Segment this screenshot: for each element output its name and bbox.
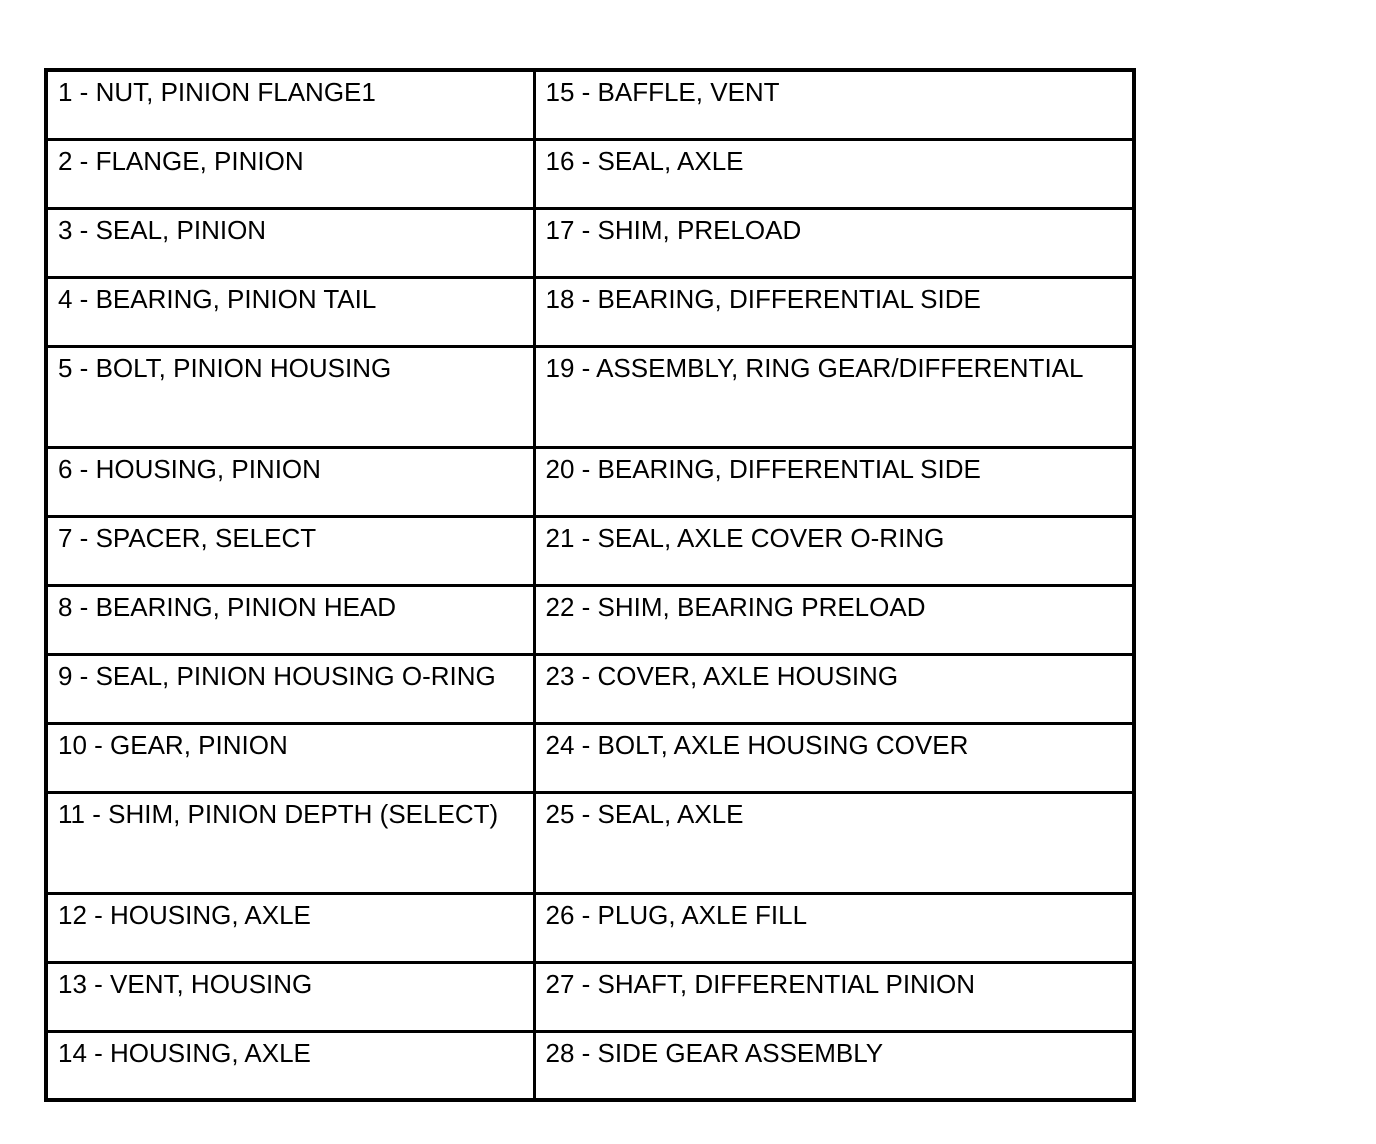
table-row [46,346,1134,447]
part-cell-left: 10 - GEAR, PINION [46,723,534,792]
part-cell-right: 25 - SEAL, AXLE [534,792,1134,893]
table-row [46,139,1134,208]
table-row [46,792,1134,893]
part-cell-right: 19 - ASSEMBLY, RING GEAR/DIFFERENTIAL [534,346,1134,447]
part-cell-right: 21 - SEAL, AXLE COVER O-RING [534,516,1134,585]
part-cell-left: 7 - SPACER, SELECT [46,516,534,585]
table-row [46,962,1134,1031]
part-cell-left: 13 - VENT, HOUSING [46,962,534,1031]
part-cell-right: 23 - COVER, AXLE HOUSING [534,654,1134,723]
part-cell-left: 1 - NUT, PINION FLANGE1 [46,70,534,139]
part-cell-left: 5 - BOLT, PINION HOUSING [46,346,534,447]
table-row [46,277,1134,346]
part-cell-right: 18 - BEARING, DIFFERENTIAL SIDE [534,277,1134,346]
table-row [46,1031,1134,1100]
part-cell-left: 6 - HOUSING, PINION [46,447,534,516]
part-cell-left: 11 - SHIM, PINION DEPTH (SELECT) [46,792,534,893]
part-cell-left: 14 - HOUSING, AXLE [46,1031,534,1100]
part-cell-right: 15 - BAFFLE, VENT [534,70,1134,139]
parts-legend-table [44,68,1136,1102]
part-cell-right: 27 - SHAFT, DIFFERENTIAL PINION [534,962,1134,1031]
part-cell-left: 9 - SEAL, PINION HOUSING O-RING [46,654,534,723]
part-cell-left: 2 - FLANGE, PINION [46,139,534,208]
parts-legend-body [46,70,1134,1100]
part-cell-left: 12 - HOUSING, AXLE [46,893,534,962]
part-cell-right: 20 - BEARING, DIFFERENTIAL SIDE [534,447,1134,516]
table-row [46,208,1134,277]
part-cell-right: 17 - SHIM, PRELOAD [534,208,1134,277]
part-cell-right: 28 - SIDE GEAR ASSEMBLY [534,1031,1134,1100]
part-cell-right: 16 - SEAL, AXLE [534,139,1134,208]
part-cell-right: 22 - SHIM, BEARING PRELOAD [534,585,1134,654]
part-cell-left: 3 - SEAL, PINION [46,208,534,277]
table-row [46,516,1134,585]
part-cell-left: 8 - BEARING, PINION HEAD [46,585,534,654]
part-cell-right: 26 - PLUG, AXLE FILL [534,893,1134,962]
part-cell-right: 24 - BOLT, AXLE HOUSING COVER [534,723,1134,792]
table-row [46,893,1134,962]
table-row [46,70,1134,139]
table-row [46,654,1134,723]
table-row [46,447,1134,516]
table-row [46,723,1134,792]
part-cell-left: 4 - BEARING, PINION TAIL [46,277,534,346]
table-row [46,585,1134,654]
